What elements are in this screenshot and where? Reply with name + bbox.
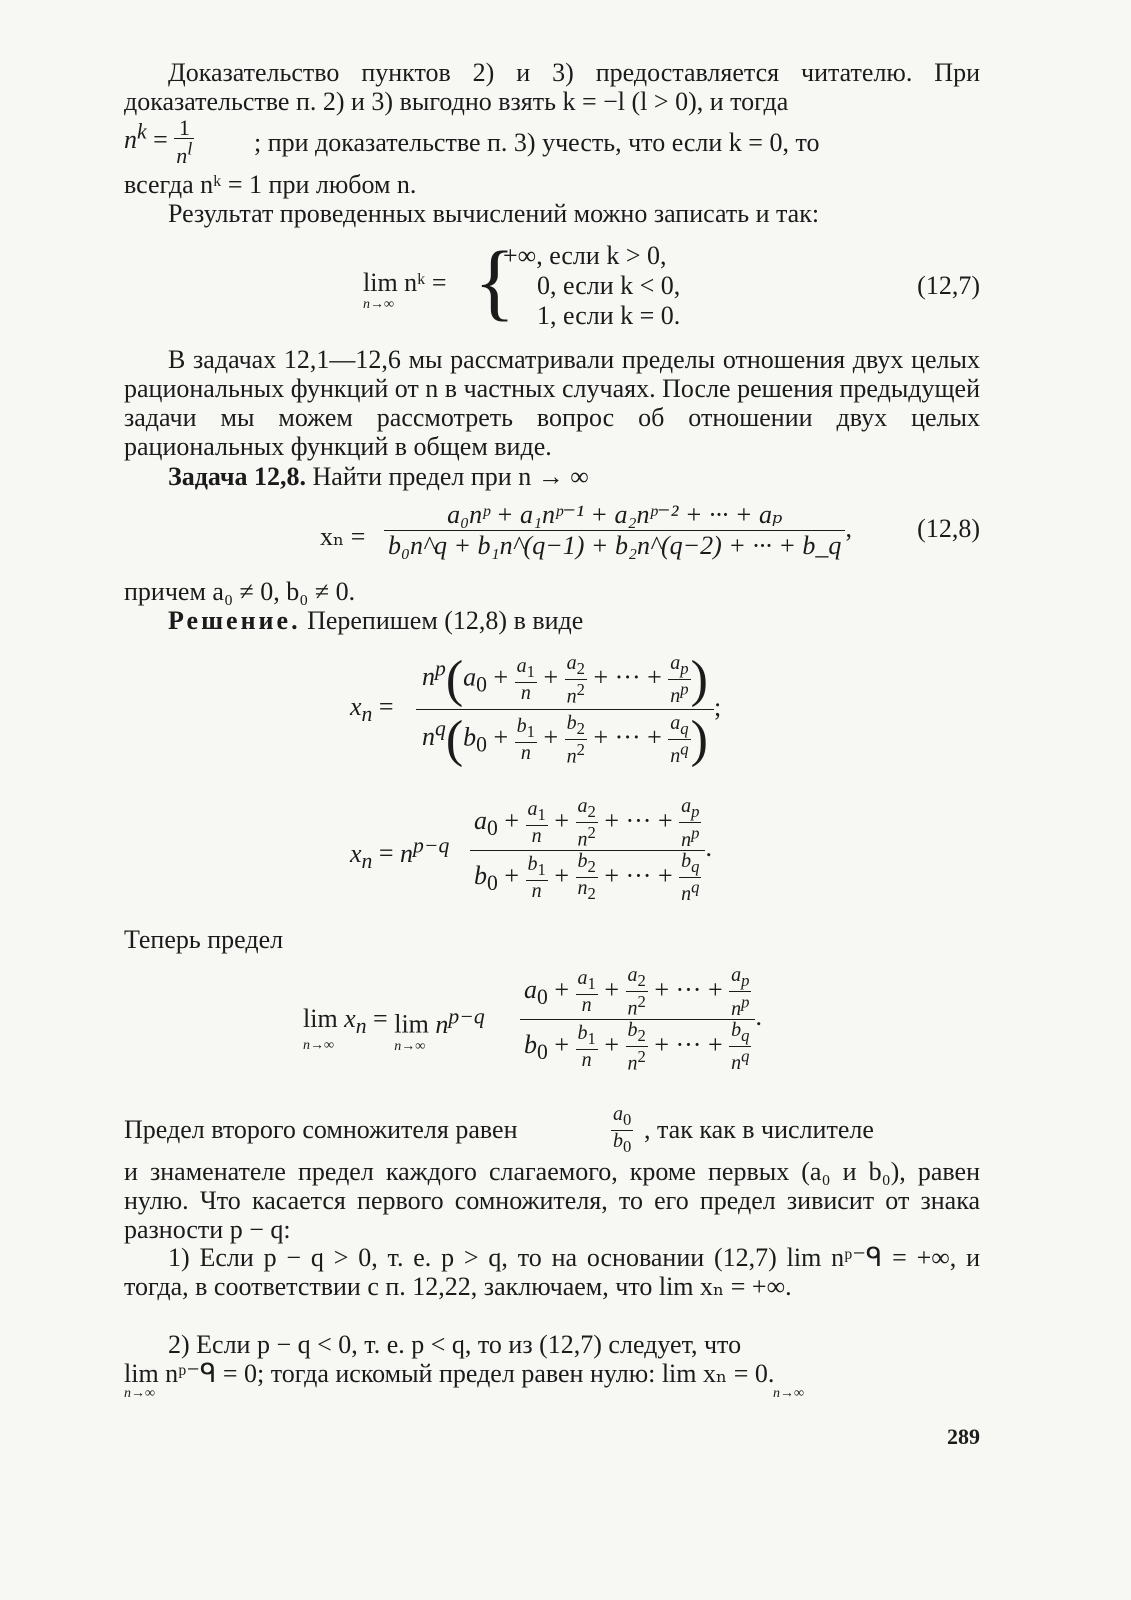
formula-n-power: $n^k$ = $\frac{1}{n^l}$ bbox=[124, 115, 193, 169]
task-heading bbox=[124, 462, 980, 491]
paragraph-second-factor: Предел второго сомножителя равен bbox=[124, 1115, 518, 1144]
paragraph-now-limit: Теперь предел bbox=[124, 925, 284, 954]
eq-12-8-numerator: a₀nᵖ + a₁nᵖ⁻¹ + a₂nᵖ⁻² + ··· + aₚ bbox=[384, 500, 845, 531]
eq-12-7-case1: +∞, если k > 0, bbox=[503, 241, 667, 270]
solution-heading bbox=[124, 606, 980, 635]
page-number: 289 bbox=[947, 1424, 980, 1449]
eq-12-8-denominator: b₀n^q + b₁n^(q−1) + b₂n^(q−2) + ··· + b_q bbox=[388, 531, 842, 560]
paragraph-second-factor-rest: и знаменателе предел каждого слагаемого, кроме первых (a₀ и b₀), равен нулю. Что касается первого сомножителя, то его предел зивисит от знака разности p − q: bbox=[124, 1157, 980, 1244]
paragraph-result: Результат проведенных вычислений можно записать и так: bbox=[168, 199, 820, 228]
case-2-sub-right: n→∞ bbox=[773, 1386, 804, 1401]
case-2-line1: 2) Если p − q < 0, т. е. p < q, то из (12,7) следует, что bbox=[168, 1330, 742, 1359]
condition-line: причем a₀ ≠ 0, b₀ ≠ 0. bbox=[124, 577, 356, 606]
formula-rewrite-fraction: $n^p(a_0$ + $\frac{a_1}{n}$ + $\frac{a_2}{n^2}$ + ··· + $\frac{a_p}{n^p}$ ) $n^q(b_0$ + $\frac{b_1}{n}$ + $\frac{b_2}{n^2}$ + ··· + $\frac{a_q}{n^q}$ ) ; bbox=[416, 650, 721, 769]
case-1: 1) Если p − q > 0, т. е. p > q, то на основании (12,7) lim nᵖ⁻ᑫ = +∞, и тогда, в соответствии с п. 12,22, заключаем, что lim xₙ = +∞. bbox=[124, 1243, 980, 1301]
paragraph-proof-note: Доказательство пунктов 2) и 3) предоставляется читателю. При доказательстве п. 2) и 3) выгодно взять k = −l (l > 0), и тогда bbox=[124, 58, 980, 116]
formula-rewrite-lhs: $x_n$ = bbox=[350, 692, 394, 727]
brace-icon: { bbox=[474, 233, 516, 329]
eq-number-12-7: (12,7) bbox=[917, 271, 980, 300]
formula-limit-fraction: $a_0$ + $\frac{a_1}{n}$ + $\frac{a_2}{n^2}$ + ··· + $\frac{a_p}{n^p}$ $b_0$ + $\frac{b_1}{n}$ + $\frac{b_2}{n^2}$ + ··· + $\frac{b_q}{n^q}$ . bbox=[520, 965, 762, 1073]
eq-number-12-8: (12,8) bbox=[917, 514, 980, 543]
formula-limit-lhs: $\lim x_n$ n→∞ = $\lim n^{p-q}$ n→∞ bbox=[303, 1004, 485, 1054]
formula-factored-lhs: $x_n = n^{p-q}$ bbox=[350, 833, 450, 873]
eq-12-7-case2: 0, если k < 0, bbox=[537, 271, 681, 300]
eq-12-7-lhs: lim nᵏ = n→∞ bbox=[363, 268, 447, 312]
eq-12-7-case3: 1, если k = 0. bbox=[537, 301, 681, 330]
solution-text: Перепишем (12,8) в виде bbox=[307, 606, 584, 635]
paragraph-previous-tasks: В задачах 12,1—12,6 мы рассматривали пределы отношения двух целых рациональных функций от n в частных случаях. После решения предыдущей задачи мы можем рассмотреть вопрос об отношении двух целых рациональных функций в общем виде. bbox=[124, 345, 980, 461]
paragraph-second-factor-cont: , так как в числителе bbox=[644, 1115, 874, 1144]
formula-a0-b0: $\frac{a_0}{b_0}$ bbox=[613, 1103, 632, 1156]
eq-12-8-lhs: xₙ = bbox=[320, 522, 366, 551]
case-2-line2: lim nᵖ⁻ᑫ = 0; тогда искомый предел равен нулю: lim xₙ = 0. bbox=[124, 1359, 775, 1388]
case-2-sub-left: n→∞ bbox=[124, 1386, 155, 1401]
paragraph-proof-note-cont: ; при доказательстве п. 3) учесть, что если k = 0, то bbox=[254, 128, 820, 157]
eq-12-8-fraction: $\frac{\text{a₀nᵖ + a₁nᵖ⁻¹ + a₂nᵖ⁻² + ··· + aₚ}}{\text{b₀n\textasciicircum{}q + b₁n\textasciicircum{}(q−1) + b₂n\textasciicircum{}(q−2) + ··· + b\_q}}$ , bbox=[384, 500, 852, 561]
task-text: Найти предел при n → ∞ bbox=[312, 462, 589, 491]
paragraph-always: всегда nᵏ = 1 при любом n. bbox=[124, 170, 417, 199]
task-label: Задача 12,8. bbox=[168, 462, 306, 491]
solution-label: Решение. bbox=[168, 606, 301, 635]
formula-factored-fraction: $a_0$ + $\frac{a_1}{n}$ + $\frac{a_2}{n^2}$ + ··· + $\frac{a_p}{n^p}$ $b_0$ + $\frac{b_1}{n}$ + $\frac{b_2}{n_2}$ + ··· + $\frac{b_q}{n^q}$ . bbox=[470, 796, 712, 904]
